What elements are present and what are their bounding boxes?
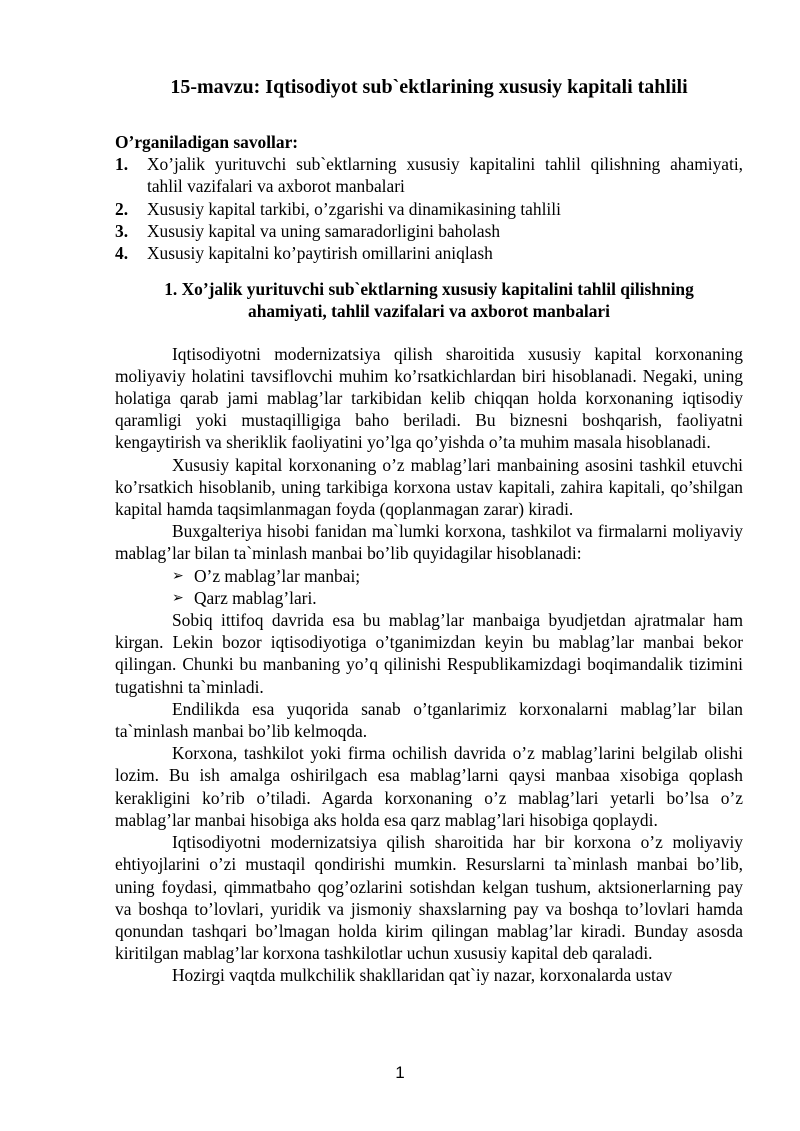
paragraph: Korxona, tashkilot yoki firma ochilish davrida o’z mablag’larini belgilab olishi lozim. Bu ish amalga oshirilgach esa mablag’larni qaysi manbaa xisobiga qoplash kerakligini ko’rib o’tiladi. Agarda korxonaning o’z mablag’lari yetarli bo’lsa o’z mablag’lar manbai hisobiga aks holda esa qarz mablag’lari hisobiga qoplaydi. [115, 743, 743, 830]
question-item [115, 220, 743, 242]
paragraph: Iqtisodiyotni modernizatsiya qilish sharoitida har bir korxona o’z moliyaviy ehtiyojlarini o’zi mustaqil qondirishi mumkin. Resurslarni ta`minlash manbai bo’lib, uning foydasi, qimmatbaho qog’ozlarini sotishdan kelgan tushum, aktsionerlarning pay va boshqa to’lovlari, yuridik va jismoniy shaxslarning pay va boshqa to’lovlari hamda qonundan tashqari bo’lmagan holda kirim qilingan mablag’lar kiradi. Bunday asosda kiritilgan mablag’lar korxona tashkilotlar uchun xususiy kapital deb qaraladi. [115, 832, 743, 964]
question-item [115, 153, 743, 197]
paragraph: Hozirgi vaqtda mulkchilik shakllaridan qat`iy nazar, korxonalarda ustav [172, 965, 673, 986]
paragraph: Iqtisodiyotni modernizatsiya qilish sharoitida xususiy kapital korxonaning moliyaviy holatini tavsiflovchi muhim ko’rsatkichlardan biri hisoblanadi. Negaki, uning holatiga qarab jami mablag’lar tarkibidan kelib chiqqan holda korxonaning iqtisodiy qaramligi yoki mustaqilligiga baho beriladi. Bu biznesni boshqarish, faoliyatni kengaytirish va sheriklik faoliyatini yo’lga qo’yishda o’ta muhim masala hisoblanadi. [115, 343, 743, 453]
bullet-text: Qarz mablag’lari. [194, 587, 317, 608]
bullet-text: O’z mablag’lar manbai; [194, 565, 361, 586]
page-title: 15-mavzu: Iqtisodiyot sub`ektlarining xususiy kapitali tahlili [170, 76, 688, 98]
questions-heading: O’rganiladigan savollar: [115, 132, 299, 152]
page-content [115, 74, 743, 987]
paragraph: Buxgalteriya hisobi fanidan ma`lumki korxona, tashkilot va firmalarni moliyaviy mablag’lar bilan ta`minlash manbai bo’lib quyidagilar hisoblanadi: [115, 521, 743, 564]
arrow-bullet-icon: ➢ [172, 567, 184, 584]
question-number: 2. [115, 198, 129, 219]
section-heading: 1. Xo’jalik yurituvchi sub`ektlarning xususiy kapitalini tahlil qilishning ahamiyati, tahlil vazifalari va axborot manbalari [164, 279, 694, 322]
question-text: Xususiy kapital tarkibi, o’zgarishi va dinamikasining tahlili [147, 198, 561, 219]
question-text: Xususiy kapitalni ko’paytirish omillarini aniqlash [147, 243, 493, 264]
page-number: 1 [395, 1063, 405, 1082]
question-text: Xususiy kapital va uning samaradorligini baholash [147, 220, 501, 241]
question-item [115, 198, 743, 220]
paragraph: Sobiq ittifoq davrida esa bu mablag’lar manbaiga byudjetdan ajratmalar ham kirgan. Lekin bozor iqtisodiyotiga o’tganimizdan keyin bu mablag’lar manbai bekor qilingan. Chunki bu manbaning yo’q qilinishi Respublikamizdagi boqimandalik tizimini tugatishni ta`minladi. [115, 610, 743, 697]
paragraph: Endilikda esa yuqorida sanab o’tganlarimiz korxonalarni mablag’lar bilan ta`minlash manbai bo’lib kelmoqda. [115, 698, 743, 742]
question-number: 1. [115, 154, 129, 175]
questions-list [115, 153, 743, 264]
bullet-list [115, 565, 743, 609]
question-number: 3. [115, 220, 129, 241]
arrow-bullet-icon: ➢ [172, 589, 184, 606]
question-item [115, 242, 743, 264]
bullet-item [172, 587, 743, 609]
question-text: Xo’jalik yurituvchi sub`ektlarning xususiy kapitalini tahlil qilishning ahamiyati, tahlil vazifalari va axborot manbalari [147, 154, 743, 197]
paragraph: Xususiy kapital korxonaning o’z mablag’lari manbaining asosini tashkil etuvchi ko’rsatkich hisoblanib, uning tarkibiga korxona ustav kapitali, zahira kapitali, qo’shilgan kapital hamda taqsimlanmagan foyda (qoplanmagan zarar) kiradi. [115, 454, 743, 520]
question-number: 4. [115, 243, 129, 264]
body-text [115, 343, 743, 987]
bullet-item [172, 565, 743, 587]
